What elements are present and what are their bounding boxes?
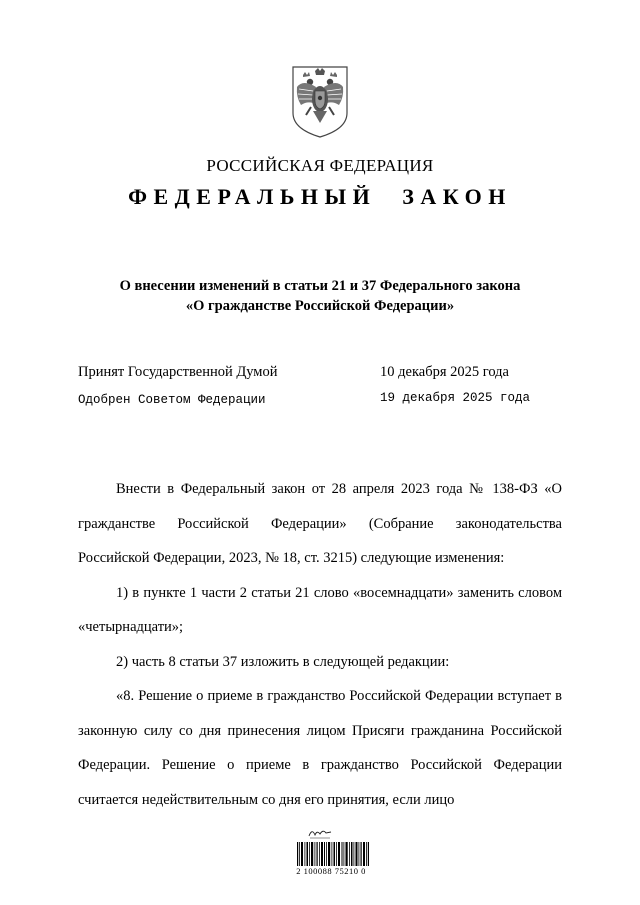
body-paragraph-item-1: 1) в пункте 1 части 2 статьи 21 слово «восемнадцати» заменить словом «четырнадцати»; <box>78 584 562 635</box>
duma-adoption-date: 10 декабря 2025 года <box>380 364 509 380</box>
document-type: ФЕДЕРАЛЬНЫЙ ЗАКОН <box>128 184 512 209</box>
barcode-number: 2 100088 75210 0 <box>296 866 366 876</box>
duma-adoption-label: Принят Государственной Думой <box>78 364 278 380</box>
body-paragraph-item-2: 2) часть 8 статьи 37 изложить в следующей редакции: <box>116 653 450 670</box>
body-paragraph-intro: Внести в Федеральный закон от 28 апреля 2023 года № 138-ФЗ «О гражданстве Российской Федерации» (Собрание законодательства Российской Федерации, 2023, № 18, ст. 3215) следующие изменения: <box>78 481 562 566</box>
council-approval-label: Одобрен Советом Федерации <box>78 393 266 407</box>
barcode-icon <box>297 842 369 866</box>
law-title-line-1: О внесении изменений в статьи 21 и 37 Федерального закона <box>119 278 521 294</box>
law-title <box>0 276 640 316</box>
body-paragraph-part-8: «8. Решение о приеме в гражданство Российской Федерации вступает в законную силу со дня принесения лицом Присяги гражданина Российской Федерации. Решение о приеме в гражданство Российской Федерации считается недействительным со дня его принятия, если лицо <box>78 688 562 808</box>
law-title-line-2: «О гражданстве Российской Федерации» <box>185 298 455 314</box>
law-body <box>78 472 562 817</box>
council-approval-date: 19 декабря 2025 года <box>380 391 531 405</box>
country-name: РОССИЙСКАЯ ФЕДЕРАЦИЯ <box>206 156 434 175</box>
handwritten-mark-icon <box>307 826 333 840</box>
coat-of-arms-icon <box>289 63 351 139</box>
